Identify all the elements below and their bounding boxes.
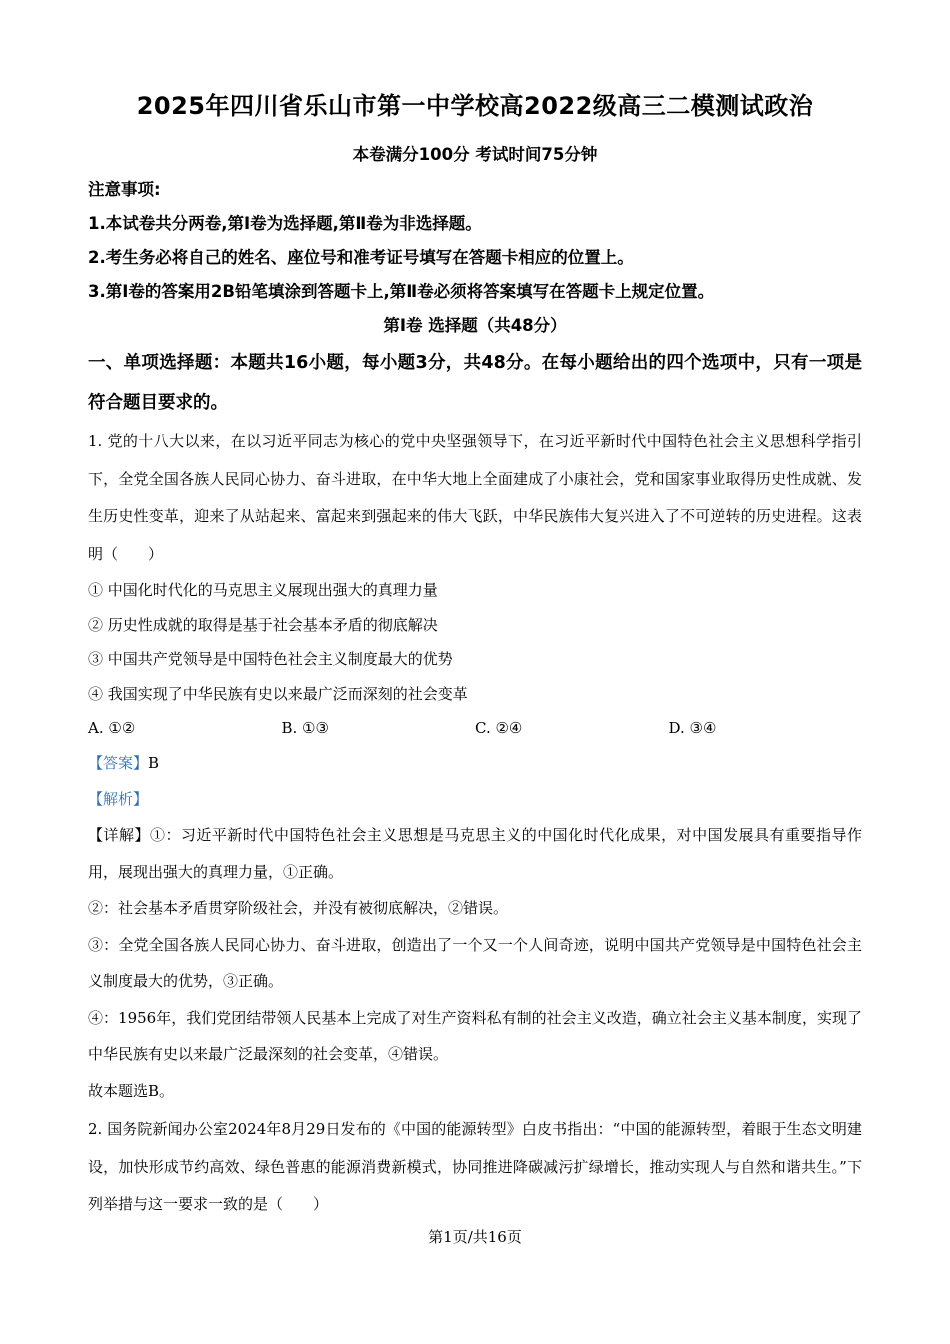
question-1-statement-4: ④ 我国实现了中华民族有史以来最广泛而深刻的社会变革 <box>88 684 468 703</box>
explanation-4: ④：1956年，我们党团结带领人民基本上完成了对生产资料私有制的社会主义改造，确立社会主义基本制度，实现了中华民族有史以来最广泛最深刻的社会变革，④错误。 <box>88 1008 862 1063</box>
choice-b: B. ①③ <box>281 719 329 737</box>
answer-line <box>88 745 862 781</box>
notice-item-1: 1.本试卷共分两卷,第Ⅰ卷为选择题,第Ⅱ卷为非选择题。 <box>88 214 482 233</box>
notice-heading: 注意事项: <box>88 180 161 199</box>
question-2-stem: 2. 国务院新闻办公室2024年8月29日发布的《中国的能源转型》白皮书指出：“中国的能源转型，着眼于生态文明建设，加快形成节约高效、绿色普惠的能源消费新模式，协同推进降碳减污扩绿增长，推动实现人与自然和谐共生。”下列举措与这一要求一致的是（ ） <box>88 1120 862 1213</box>
analysis-tag: 【解析】 <box>88 790 149 808</box>
exam-title: 2025年四川省乐山市第一中学校高2022级高三二模测试政治 <box>136 92 814 120</box>
question-1-statement-3: ③ 中国共产党领导是中国特色社会主义制度最大的优势 <box>88 650 453 668</box>
question-1-statement-1: ① 中国化时代化的马克思主义展现出强大的真理力量 <box>88 581 438 599</box>
question-1-choices <box>88 711 862 745</box>
explanation-conclusion: 故本题选B。 <box>88 1081 175 1100</box>
part-heading: 一、单项选择题：本题共16小题，每小题3分，共48分。在每小题给出的四个选项中，只有一项是符合题目要求的。 <box>88 353 862 413</box>
explanation-1: 【详解】①：习近平新时代中国特色社会主义思想是马克思主义的中国化时代化成果，对中国发展具有重要指导作用，展现出强大的真理力量，①正确。 <box>88 826 862 881</box>
explanation-2: ②：社会基本矛盾贯穿阶级社会，并没有被彻底解决，②错误。 <box>88 899 509 917</box>
answer-value: B <box>148 754 160 772</box>
section-title: 第Ⅰ卷 选择题（共48分） <box>383 316 567 335</box>
explanation-3: ③：全党全国各族人民同心协力、奋斗进取，创造出了一个又一个人间奇迹，说明中国共产党领导是中国特色社会主义制度最大的优势，③正确。 <box>88 935 862 990</box>
notice-item-2: 2.考生务必将自己的姓名、座位号和准考证号填写在答题卡相应的位置上。 <box>88 248 634 267</box>
exam-subtitle: 本卷满分100分 考试时间75分钟 <box>352 145 598 164</box>
choice-c: C. ②④ <box>475 719 523 737</box>
analysis-line <box>88 781 862 817</box>
answer-tag: 【答案】 <box>88 754 149 772</box>
choice-d: D. ③④ <box>668 719 717 737</box>
notice-item-3: 3.第Ⅰ卷的答案用2B铅笔填涂到答题卡上,第Ⅱ卷必须将答案填写在答题卡上规定位置。 <box>88 282 715 301</box>
choice-a: A. ①② <box>88 719 136 737</box>
question-1-stem: 1. 党的十八大以来，在以习近平同志为核心的党中央坚强领导下，在习近平新时代中国特色社会主义思想科学指引下，全党全国各族人民同心协力、奋斗进取，在中华大地上全面建成了小康社会，党和国家事业取得历史性成就、发生历史性变革，迎来了从站起来、富起来到强起来的伟大飞跃，中华民族伟大复兴进入了不可逆转的历史进程。这表明（ ） <box>88 432 862 563</box>
page-number: 第1页/共16页 <box>428 1228 522 1246</box>
question-1-statement-2: ② 历史性成就的取得是基于社会基本矛盾的彻底解决 <box>88 615 438 634</box>
